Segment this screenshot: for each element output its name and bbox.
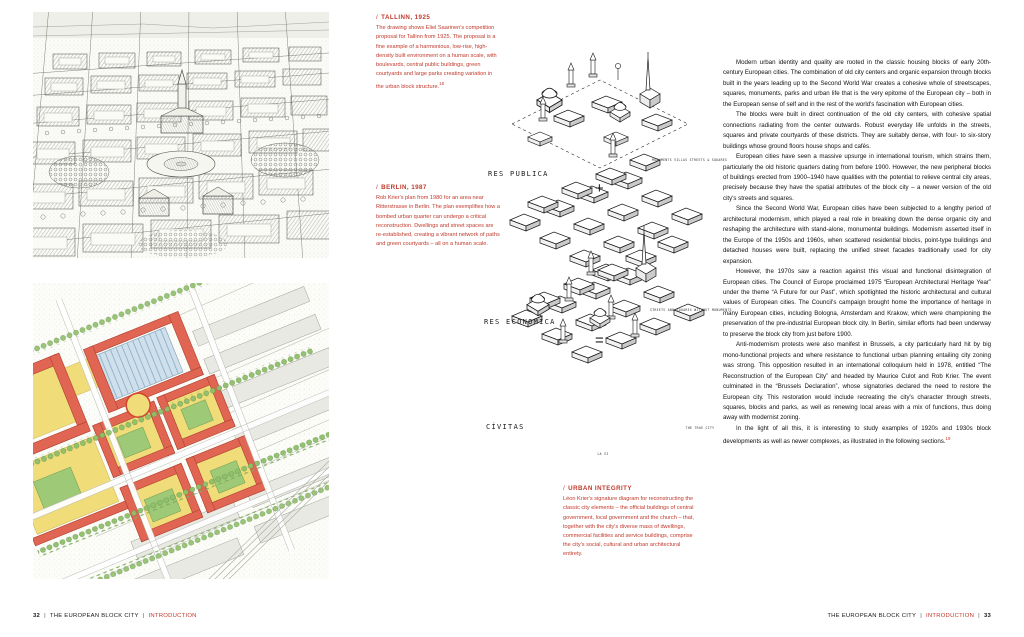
caption-slash-marker: /: [563, 485, 566, 492]
tallinn-caption-body: The drawing shows Eliel Saarinen's competition proposal for Tallinn from 1925. The proposal is a fine example of a harmonious, low-rise, high-density built environment on a human scale, with boulevards, central public buildings, green courtyards and large parks creating variation in the urban block structure.$^{18}$: [376, 25, 497, 90]
page-gutter: [512, 0, 513, 637]
body-paragraph-6: Anti-modernism protests were also manifest in Brussels, a city particularly hard hit by big mono-functional projects and where resistance to functional urban planning entailing city zoning was strong. This opposition resulted in an international colloquium held in 1978, entitled “The Reconstruction of the European City” and headed by Maurice Culot and Rob Krier. The event culminated in the “Brussels Declaration”, whose signatories declared the need to restore the European city. This restoration would include recreating the city's character through streets, squares, blocks and parks, as well as renewing local areas with a mix of functions, thus doing away with modernist zoning.: [723, 341, 991, 422]
footer-separator: |: [44, 613, 46, 619]
diagram-note-top: MONUMENTS VILLAS STREETS & SQUARES: [652, 158, 728, 162]
footer-left-section: INTRODUCTION: [148, 613, 197, 619]
diagram-operator-equals: =: [595, 332, 604, 349]
caption-slash-marker: /: [376, 14, 379, 21]
urban-integrity-caption: [563, 485, 701, 559]
tallinn-caption-title: / TALLINN, 1925: [376, 14, 431, 21]
tallinn-drawing-figure: [33, 12, 329, 258]
body-footnote: 19: [945, 436, 951, 442]
body-paragraph-5: However, the 1970s saw a reaction against this visual and functional disintegration of European cities. The Council of Europe proclaimed 1975 “European Architectural Heritage Year” under the theme “A Future for our Past”, which spotlighted the historic architectural and cultural values of European cities. The Council's campaign brought home the importance of heritage in many European cities, including Bologna, Amsterdam and Krakow, which were championing the preservation of the pre-industrial European block city. In Berlin, similar efforts had been underway to preserve the block city from just before 1900.: [723, 268, 991, 338]
berlin-caption: [376, 184, 500, 249]
body-paragraph-4: Since the Second World War, European cities have been subjected to a lengthy period of architectural modernism, which played a real role in breaking down the dense organic city and reshaping the architecture with stand-alone, monumental buildings. Modernism asserted itself in the Europe of the 1950s and 1960s, when scattered residential blocks, point-type buildings and detached houses were built, replacing the unified street facades traditionally used for city expansion.: [723, 205, 991, 265]
urban-integrity-caption-title: / URBAN INTEGRITY: [563, 485, 632, 492]
body-paragraph-3: European cities have seen a massive upsurge in international tourism, which strains them, particularly the old historic quarters dating from before 1900. However, the new peripheral blocks of buildings erected from 1900–1940 have qualities with the potential to relieve central city areas, precisely because they have the spatial attributes of the block city – a newer version of the old city's streets and squares.: [723, 153, 991, 202]
urban-integrity-caption-body: Léon Krier's signature diagram for reconstructing the classic city elements – the official buildings of central government, local government and the church – that, together with the city's diverse mass of dwellings, commercial facilities and service buildings, comprise the city's social, cultural and urban architectural entirety.: [563, 496, 694, 557]
footer-left: [33, 613, 197, 619]
footer-right-page-number: 33: [983, 613, 991, 619]
footer-separator: |: [978, 613, 980, 619]
diagram-label-civitas: CÍVITAS: [486, 423, 525, 431]
footer-separator: |: [142, 613, 145, 619]
berlin-caption-body: Rob Krier's plan from 1980 for an area near Ritterstrasse in Berlin. The plan exemplifies how a bombed urban quarter can undergo a critical reconstruction. Dwellings and street spaces are re-established, creating a vibrant network of paths and green courtyards – all on a human scale.: [376, 195, 500, 247]
footer-right: [827, 613, 991, 619]
berlin-site-plan-figure: [33, 283, 329, 579]
diagram-operator-plus: +: [595, 180, 604, 197]
footer-right-section: INTRODUCTION: [925, 613, 975, 619]
body-paragraph-2: The blocks were built in direct continuation of the old city centers, with cohesive spatial connections radiating from the center outwards. Robust everyday life unfolds in the streets, squares and private courtyards of these districts. They are suitably dense, with four- to six-story buildings whose ground floors house shops and cafés.: [723, 111, 991, 150]
diagram-label-res-economica: RES ECONOMÍCA: [484, 318, 556, 326]
diagram-label-res-publica: RES PUBLICA: [488, 170, 549, 178]
body-paragraph-7: In the light of all this, it is interesting to study examples of 1920s and 1930s block developments as well as newer complexes, as illustrated in the following sections.$^{19}$: [723, 424, 991, 446]
berlin-caption-title: / BERLIN, 1987: [376, 184, 427, 191]
diagram-note-mid: STREETS AND SQUARES WITHOUT MONUMENTS: [650, 308, 732, 312]
caption-slash-marker: /: [376, 184, 379, 191]
tallinn-caption-footnote: 18: [439, 80, 445, 86]
diagram-note-small: LA VI: [597, 452, 609, 456]
krier-urban-integrity-diagram: [484, 40, 732, 456]
tallinn-caption: [376, 14, 498, 92]
footer-separator: |: [920, 613, 922, 619]
diagram-note-bottom: THE TRUE CITY: [685, 426, 715, 430]
footer-right-book-title: THE EUROPEAN BLOCK CITY: [827, 613, 917, 619]
body-text-column: [723, 58, 991, 448]
footer-left-page-number: 32: [33, 613, 41, 619]
body-paragraph-1: Modern urban identity and quality are rooted in the classic housing blocks of early 20th-century European cities. The combination of old city centers and organic expansion through blocks built in the years leading up to the Second World War creates a cohesive whole of streetscapes, squares, monuments, parks and urban life that is the very epitome of the European city – both in the European sense of self and in the rest of the world's fascination with European cities.: [723, 59, 991, 108]
footer-left-book-title: THE EUROPEAN BLOCK CITY: [49, 613, 139, 619]
